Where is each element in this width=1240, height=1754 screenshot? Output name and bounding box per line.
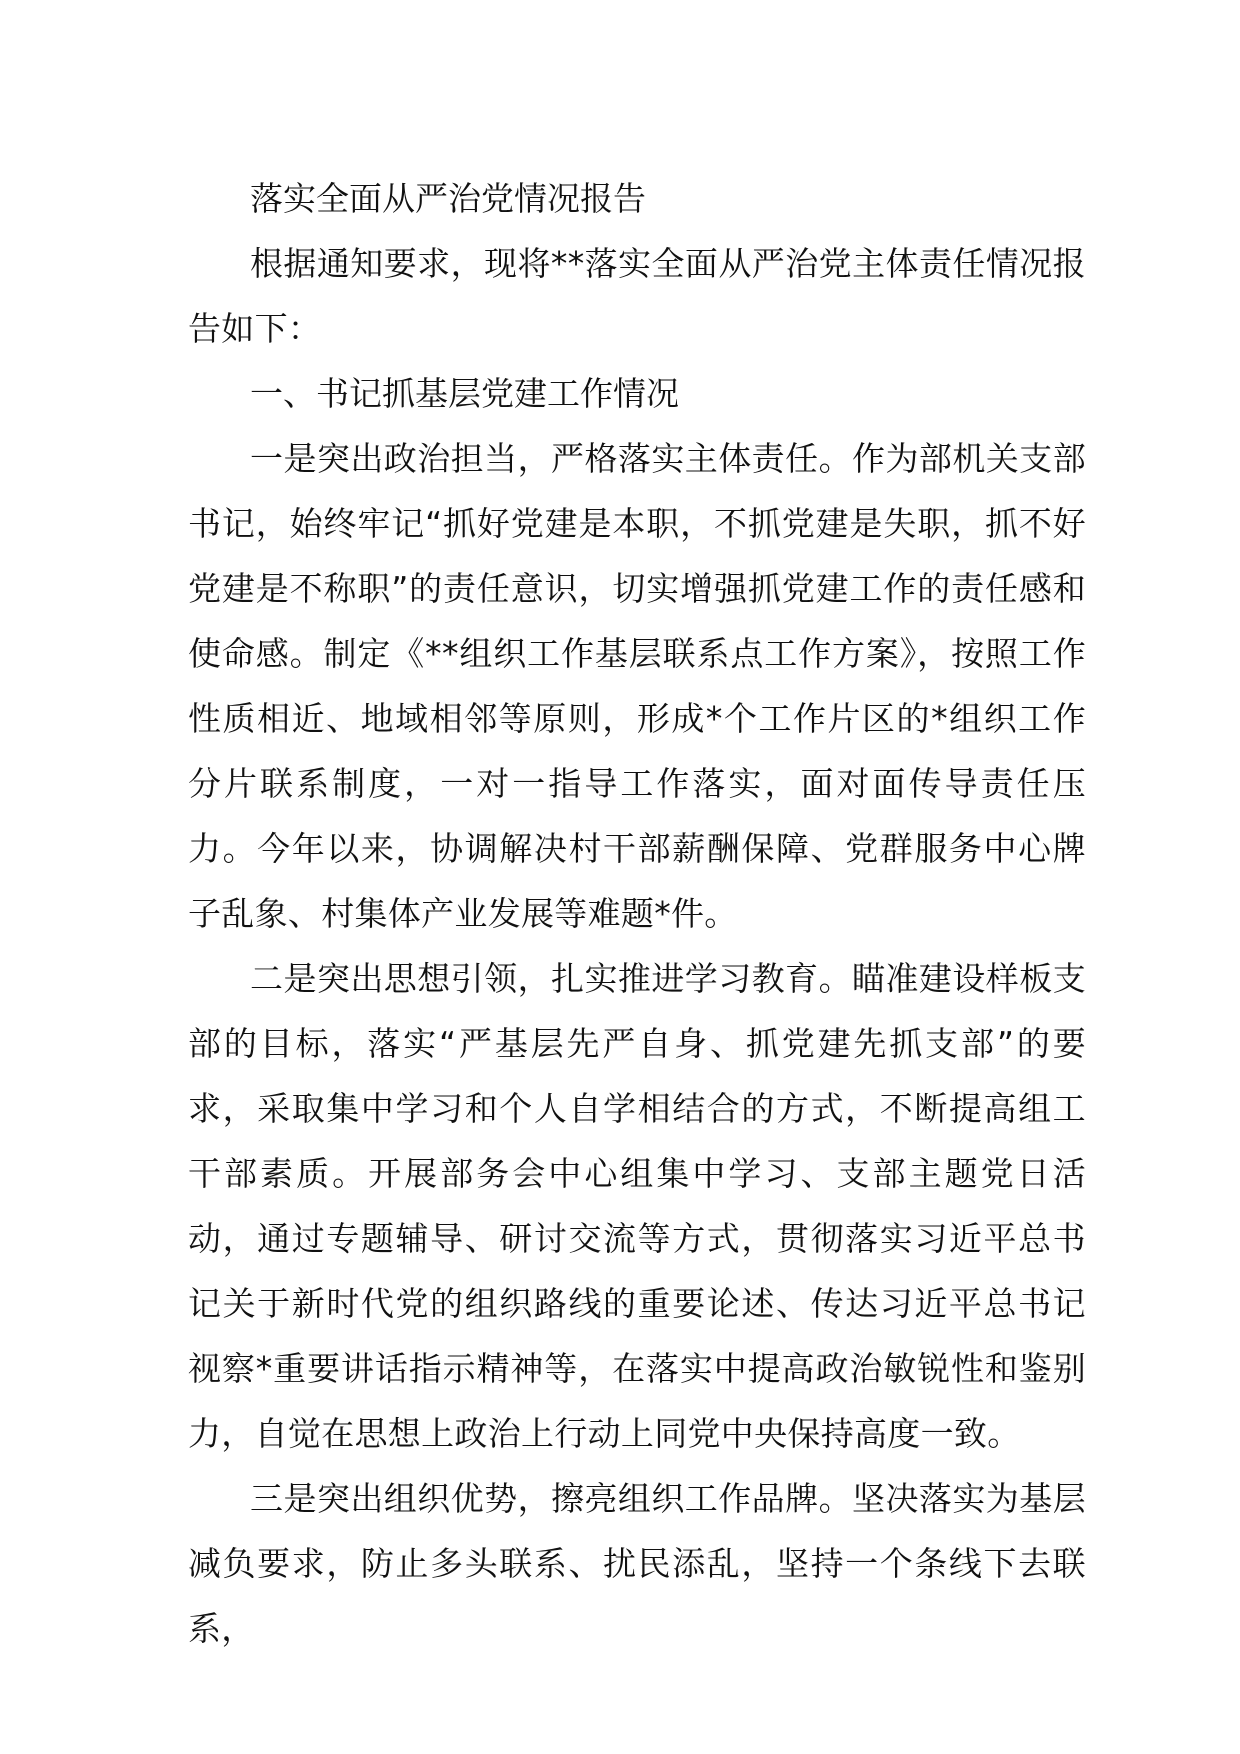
paragraph-3: 三是突出组织优势，擦亮组织工作品牌。坚决落实为基层减负要求，防止多头联系、扰民添乱，坚持一个条线下去联系， [188,1479,1086,1648]
document-body [188,166,1086,1661]
section-heading: 一、书记抓基层党建工作情况 [250,374,679,413]
document-title: 落实全面从严治党情况报告 [250,179,646,218]
paragraph-1: 一是突出政治担当，严格落实主体责任。作为部机关支部书记，始终牢记“抓好党建是本职，不抓党建是失职，抓不好党建是不称职”的责任意识，切实增强抓党建工作的责任感和使命感。制定《**组织工作基层联系点工作方案》，按照工作性质相近、地域相邻等原则，形成*个工作片区的*组织工作分片联系制度，一对一指导工作落实，面对面传导责任压力。今年以来，协调解决村干部薪酬保障、党群服务中心牌子乱象、村集体产业发展等难题*件。 [188,439,1086,933]
paragraph-2: 二是突出思想引领，扎实推进学习教育。瞄准建设样板支部的目标，落实“严基层先严自身、抓党建先抓支部”的要求，采取集中学习和个人自学相结合的方式，不断提高组工干部素质。开展部务会中心组集中学习、支部主题党日活动，通过专题辅导、研讨交流等方式，贯彻落实习近平总书记关于新时代党的组织路线的重要论述、传达习近平总书记视察*重要讲话指示精神等，在落实中提高政治敏锐性和鉴别力，自觉在思想上政治上行动上同党中央保持高度一致。 [188,959,1086,1453]
intro-paragraph: 根据通知要求，现将**落实全面从严治党主体责任情况报告如下： [188,244,1086,348]
